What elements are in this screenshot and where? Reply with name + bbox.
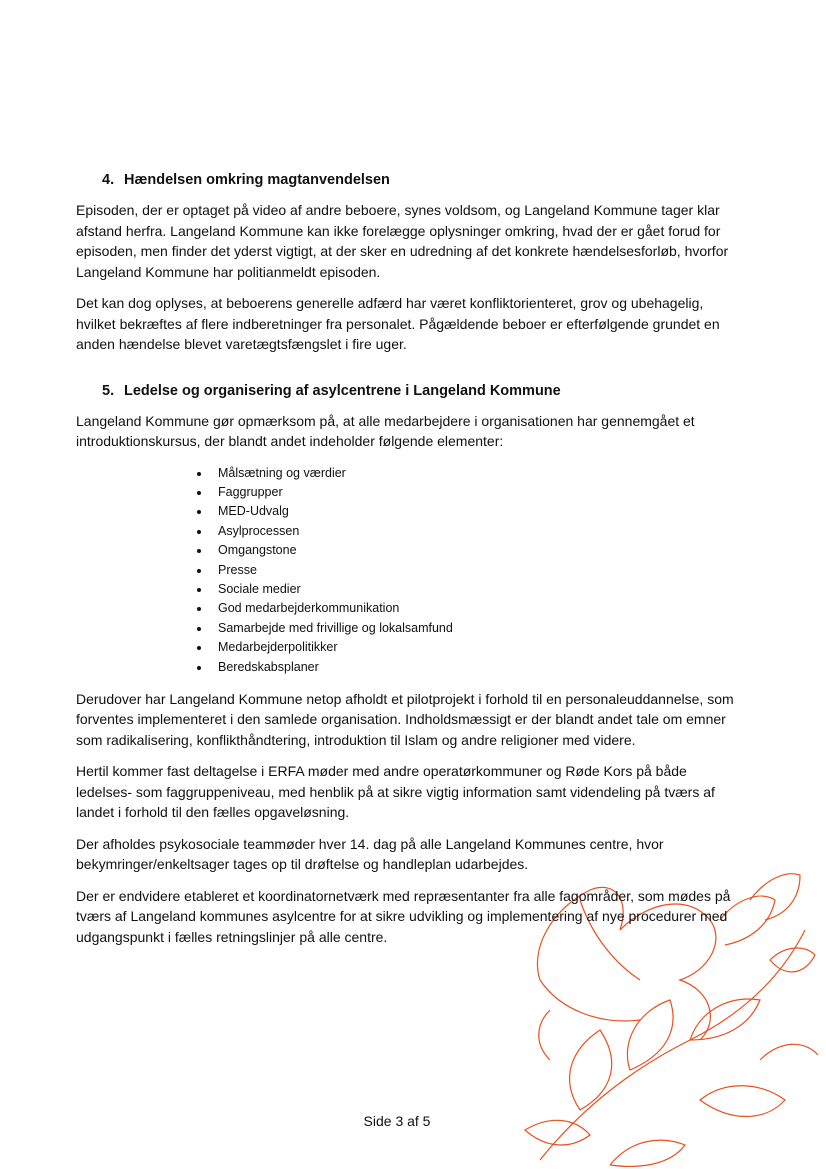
list-item: Samarbejde med frivillige og lokalsamfund: [196, 619, 738, 638]
list-item: Asylprocessen: [196, 522, 738, 541]
list-item: Omgangstone: [196, 541, 738, 560]
list-item: Presse: [196, 561, 738, 580]
list-item: Sociale medier: [196, 580, 738, 599]
section-4-number: 4.: [102, 172, 115, 188]
list-item: MED-Udvalg: [196, 502, 738, 521]
list-item: Målsætning og værdier: [196, 464, 738, 483]
section-5-paragraph-1: Derudover har Langeland Kommune netop afholdt et pilotprojekt i forhold til en personaleuddannelse, som forventes implementeret i den samlede organisation. Indholdsmæssigt er der blandt andet tale om emner som radikalisering, konflikthåndtering, introduktion til Islam og andre religioner med videre.: [76, 690, 734, 748]
section-5-heading: [102, 381, 738, 401]
document-body: [76, 170, 738, 958]
course-elements-list: [196, 464, 738, 677]
list-item: Beredskabsplaner: [196, 658, 738, 677]
section-5-paragraph-2: Hertil kommer fast deltagelse i ERFA møder med andre operatørkommuner og Røde Kors på både ledelses- som faggruppeniveau, med henblik på at sikre vigtig information samt videndeling på tværs af landet i forhold til den fælles opgaveløsning.: [76, 763, 715, 821]
page-number: Side 3 af 5: [363, 1113, 431, 1129]
section-4-title: Hændelsen omkring magtanvendelsen: [124, 172, 390, 188]
section-5-paragraph-3: Der afholdes psykosociale teammøder hver 14. dag på alle Langeland Kommunes centre, hvor bekymringer/enkeltsager tages op til drøftelse og handleplan udarbejdes.: [76, 835, 664, 873]
section-4-paragraph-2: Det kan dog oplyses, at beboerens generelle adfærd har været konfliktorienteret, grov og ubehagelig, hvilket bekræftes af flere indberetninger fra personalet. Pågældende beboer er efterfølgende grundet en anden hændelse blevet varetægtsfængslet i fire uger.: [76, 295, 720, 352]
section-4-heading: [102, 170, 738, 190]
section-5-intro: Langeland Kommune gør opmærksom på, at alle medarbejdere i organisationen har gennemgået et introduktionskursus, der blandt andet indeholder følgende elementer:: [76, 412, 695, 449]
list-item: God medarbejderkommunikation: [196, 599, 738, 618]
section-5-paragraph-4: Der er endvidere etableret et koordinatornetværk med repræsentanter fra alle fagområder, som mødes på tværs af Langeland kommunes asylcentre for at sikre udvikling og implementering af nye procedurer med udgangspunkt i fælles retningslinjer på alle centre.: [76, 887, 731, 945]
list-item: Medarbejderpolitikker: [196, 638, 738, 657]
section-4-paragraph-1: Episoden, der er optaget på video af andre beboere, synes voldsom, og Langeland Kommune tager klar afstand herfra. Langeland Kommune kan ikke forelægge oplysninger omkring, hvad der er gået forud for episoden, men finder det yderst vigtigt, at der sker en udredning af det konkrete hændelsesforløb, hvorfor Langeland Kommune har politianmeldt episoden.: [76, 202, 729, 280]
section-5-number: 5.: [102, 382, 115, 399]
section-5-title: Ledelse og organisering af asylcentrene i Langeland Kommune: [124, 382, 561, 399]
list-item: Faggrupper: [196, 483, 738, 502]
